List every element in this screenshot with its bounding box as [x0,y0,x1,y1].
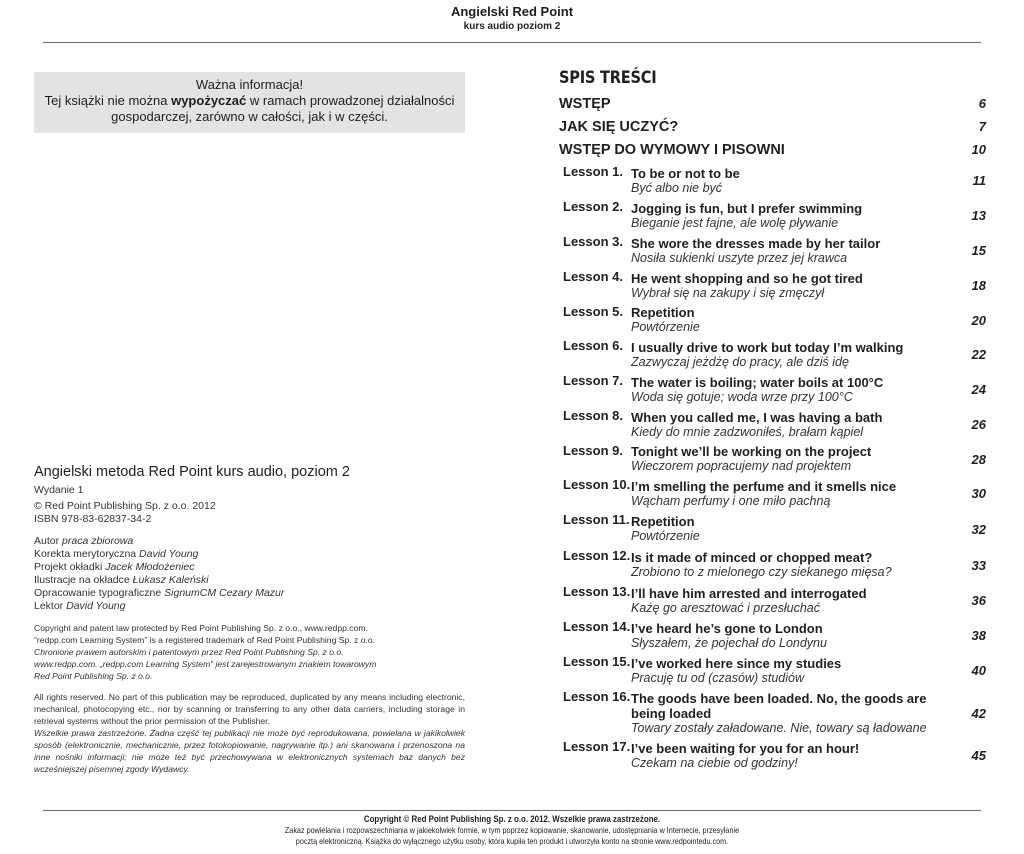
lesson-title-en: He went shopping and so he got tired [631,270,863,286]
credit-row [34,535,465,548]
legal-notice-rights-en: All rights reserved. No part of this publication may be reproduced, duplicated by any means including electronic, mechanical, photocopying etc., nor by scanning or transferring to any other data carriers, including storage in retrieval systems without the prior permission of the Publisher. [34,692,465,726]
toc-page-number: 18 [971,278,986,293]
lesson-titles [631,271,946,301]
toc-sections [559,92,986,161]
notice-heading: Ważna informacja! [195,77,304,92]
lesson-title-pl: Wybrał się na zakupy i się zmęczył [631,285,825,300]
lesson-title-pl: Zrobiono to z mielonego czy siekanego mięsa? [631,565,892,579]
credit-row [34,548,465,561]
lesson-number: Lesson 17. [563,739,631,754]
lesson-title-en: Repetition [631,305,695,320]
lesson-title-pl: Powtórzenie [631,529,700,543]
lesson-number: Lesson 13. [563,584,631,599]
lesson-title-pl: Zazwyczaj jeżdżę do pracy, ale dziś idę [631,354,849,369]
credit-label: Opracowanie typograficzne [34,587,162,599]
lesson-title-pl: Słyszałem, że pojechał do Londynu [631,635,827,650]
notice-bold-word: wypożyczać [171,93,247,108]
book-subtitle: kurs audio poziom 2 [463,21,561,32]
lesson-titles [631,166,946,196]
lesson-title-pl: Powtórzenie [631,320,700,334]
lesson-titles [631,514,946,544]
notice-line-1: Tej książki nie można wypożyczać w ramach prowadzonej działalności [44,93,455,108]
toc-page-number: 40 [971,663,986,678]
lesson-titles [631,479,946,509]
footer-line-2: Zakaz powielania i rozpowszechniania w jakiekolwiek formie, w tym poprzez kopiowanie, skanowanie, udostępniania w Internecie, przesyłanie [284,825,740,835]
lesson-titles [631,410,946,440]
credit-value: David Young [139,548,199,560]
toc-page-number: 7 [978,119,986,134]
notice-box [34,72,465,133]
toc-lesson-entry [563,738,986,773]
toc-page-number: 15 [971,243,986,258]
legal-line: Copyright and patent law protected by Red Point Publishing Sp. z o.o., www.redpp.com. [34,623,368,633]
toc-title: SPIS TREŚCI [559,68,657,88]
lesson-number: Lesson 12. [563,548,631,563]
lesson-number: Lesson 14. [563,619,631,634]
lesson-titles [631,375,946,405]
credit-value: SignumCM Cezary Mazur [164,587,285,599]
lesson-number: Lesson 7. [563,373,623,388]
lesson-title-en: I’ll have him arrested and interrogated [631,585,867,601]
page-footer [0,813,1024,847]
legal-notice-rights-pl: Wszelkie prawa zastrzeżone. Żadna część tej publikacji nie może być reprodukowana, powielana w jakikolwiek sposób (elektronicznie, mechanicznie, przez fotokopiowanie, nagrywanie itp.) ani skanowana i przenoszona na inne nośniki informacji; nie może też być przechowywana w elektronicznych systemach baz danych bez wcześniejszej pisemnej zgody Wydawcy. [34,728,465,774]
toc-lesson-entry [563,268,986,303]
lesson-number: Lesson 1. [563,164,623,179]
credit-row [34,587,465,600]
table-of-contents [559,64,986,773]
lesson-number: Lesson 15. [563,654,631,669]
book-title: Angielski Red Point [450,4,574,19]
lesson-number: Lesson 11. [563,512,630,527]
notice-line-2: gospodarczej, zarówno w całości, jak i w części. [111,109,388,124]
toc-page-number: 38 [971,628,986,643]
lesson-title-en: The goods have been loaded. No, the goods are being loaded [631,690,927,721]
lesson-number: Lesson 4. [563,269,623,284]
lesson-titles [631,586,946,616]
lesson-titles [631,444,946,474]
credit-label: Autor [34,535,60,547]
lesson-title-en: The water is boiling; water boils at 100°C [631,374,884,390]
credit-label: Korekta merytoryczna [34,548,137,560]
credit-value: Jacek Młodożeniec [105,561,195,573]
toc-section-entry [559,115,986,138]
lesson-title-pl: Czekam na ciebie od godziny! [631,755,798,770]
imprint-isbn: ISBN 978-83-62837-34-2 [34,513,152,525]
toc-page-number: 22 [971,347,986,362]
imprint-title: Angielski metoda Red Point kurs audio, poziom 2 [34,464,350,480]
toc-lesson-entry [563,337,986,372]
toc-page-number: 36 [971,593,986,608]
lesson-titles [631,201,946,231]
credit-value: praca zbiorowa [62,535,134,547]
lesson-title-pl: Towary zostały załadowane. Nie, towary są ładowane [631,720,927,735]
toc-page-number: 30 [971,486,986,501]
lesson-number: Lesson 16. [563,689,631,704]
toc-page-number: 10 [971,142,986,157]
legal-line: www.redpp.com. „redpp.com Learning System” jest zarejestrowanym znakiem towarowym [34,659,377,669]
lesson-titles [631,656,946,686]
toc-section-label: WSTĘP DO WYMOWY I PISOWNI [559,141,785,158]
toc-lesson-entry [563,688,986,738]
toc-section-label: JAK SIĘ UCZYĆ? [559,118,679,135]
lesson-number: Lesson 10. [563,477,631,492]
toc-page-number: 13 [971,208,986,223]
lesson-title-en: I’m smelling the perfume and it smells nice [631,478,897,494]
lesson-title-pl: Pracuję tu od (czasów) studiów [631,670,804,685]
toc-lesson-entry [563,583,986,618]
lesson-title-pl: Bieganie jest fajne, ale wolę pływanie [631,215,839,230]
lesson-title-en: She wore the dresses made by her tailor [631,235,881,251]
lesson-title-en: I’ve worked here since my studies [631,655,842,671]
lesson-title-pl: Wieczorem popracujemy nad projektem [631,459,852,473]
toc-lesson-entry [563,653,986,688]
lesson-title-pl: Woda się gotuje; woda wrze przy 100°C [631,389,853,404]
lesson-title-pl: Każę go aresztować i przesłuchać [631,600,820,615]
lesson-title-en: Repetition [631,514,695,529]
toc-lesson-entry [563,476,986,511]
legal-notice-trademark [34,622,465,682]
lesson-titles [631,340,946,370]
lesson-title-pl: Wącham perfumy i one miło pachną [631,493,831,508]
lesson-title-en: Is it made of minced or chopped meat? [631,550,873,565]
toc-page-number: 26 [971,417,986,432]
lesson-number: Lesson 3. [563,234,623,249]
credit-row [34,561,465,574]
lesson-titles [631,305,946,335]
lesson-title-en: Jogging is fun, but I prefer swimming [631,200,863,216]
toc-page-number: 20 [971,312,986,328]
lesson-number: Lesson 2. [563,199,623,214]
lesson-number: Lesson 6. [563,338,623,353]
imprint-credits [34,535,465,613]
lesson-title-en: To be or not to be [631,165,740,181]
lesson-titles [631,621,946,651]
lesson-titles [631,550,946,580]
legal-line: Red Point Publishing Sp. z o.o. [34,671,153,681]
lesson-title-en: I usually drive to work but today I’m walking [631,339,904,355]
imprint-edition: Wydanie 1 [34,484,84,496]
toc-page-number: 24 [971,382,986,397]
credit-label: Projekt okładki [34,561,103,573]
credit-label: Lektor [34,600,64,612]
page-header [0,4,1024,33]
toc-page-number: 28 [971,451,986,467]
footer-rule [43,810,981,811]
lesson-title-pl: Nosiła sukienki uszyte przez jej krawca [631,250,848,265]
lesson-title-en: I’ve heard he’s gone to London [631,620,823,636]
toc-lesson-entry [563,442,986,476]
toc-lesson-entry [563,198,986,233]
toc-lesson-entry [563,618,986,653]
footer-line-3: pocztą elektroniczną. Książka do wyłącznego użytku osoby, która kupiła ten produkt i utworzyła konto na stronie www.redpointedu.com. [295,836,729,846]
toc-section-label: WSTĘP [559,95,611,112]
toc-page-number: 45 [971,748,986,763]
lesson-title-pl: Być albo nie być [631,180,723,195]
credit-label: Ilustracje na okładce [34,574,130,586]
header-rule [43,42,981,43]
lesson-number: Lesson 9. [563,443,623,458]
credit-value: David Young [66,600,126,612]
toc-page-number: 33 [971,557,986,573]
toc-page-number: 6 [978,96,986,111]
legal-line: Chronione prawem autorskim i patentowym przez Red Point Publishing Sp. z o.o. [34,647,344,657]
credit-row [34,574,465,587]
toc-section-entry [559,92,986,115]
toc-lesson-entry [563,511,986,547]
toc-lesson-entry [563,407,986,442]
imprint-copyright: © Red Point Publishing Sp. z o.o. 2012 [34,500,216,512]
toc-page-number: 32 [971,521,986,537]
lesson-title-en: When you called me, I was having a bath [631,409,883,425]
lesson-titles [631,236,946,266]
toc-section-entry [559,138,986,161]
legal-line: “redpp.com Learning System” is a registered trademark of Red Point Publishing Sp. z o.o. [34,635,376,645]
toc-lesson-entry [563,163,986,198]
lesson-title-en: I’ve been waiting for you for an hour! [631,740,860,756]
toc-lesson-entry [563,303,986,337]
lesson-title-pl: Kiedy do mnie zadzwoniłeś, brałam kąpiel [631,424,864,439]
lesson-title-en: Tonight we’ll be working on the project [631,444,872,459]
lesson-number: Lesson 8. [563,408,623,423]
lesson-number: Lesson 5. [563,304,623,319]
toc-lesson-entry [563,233,986,268]
lesson-titles [631,741,946,771]
footer-copyright: Copyright © Red Point Publishing Sp. z o.o. 2012. Wszelkie prawa zastrzeżone. [363,814,661,824]
imprint [34,463,465,775]
lesson-titles [631,691,946,736]
toc-page-number: 11 [972,173,986,188]
toc-lesson-entry [563,547,986,583]
toc-page-number: 42 [971,705,986,721]
toc-lesson-entry [563,372,986,407]
toc-lessons [559,163,986,773]
credit-value: Łukasz Kaleński [132,574,209,586]
credit-row [34,600,465,613]
